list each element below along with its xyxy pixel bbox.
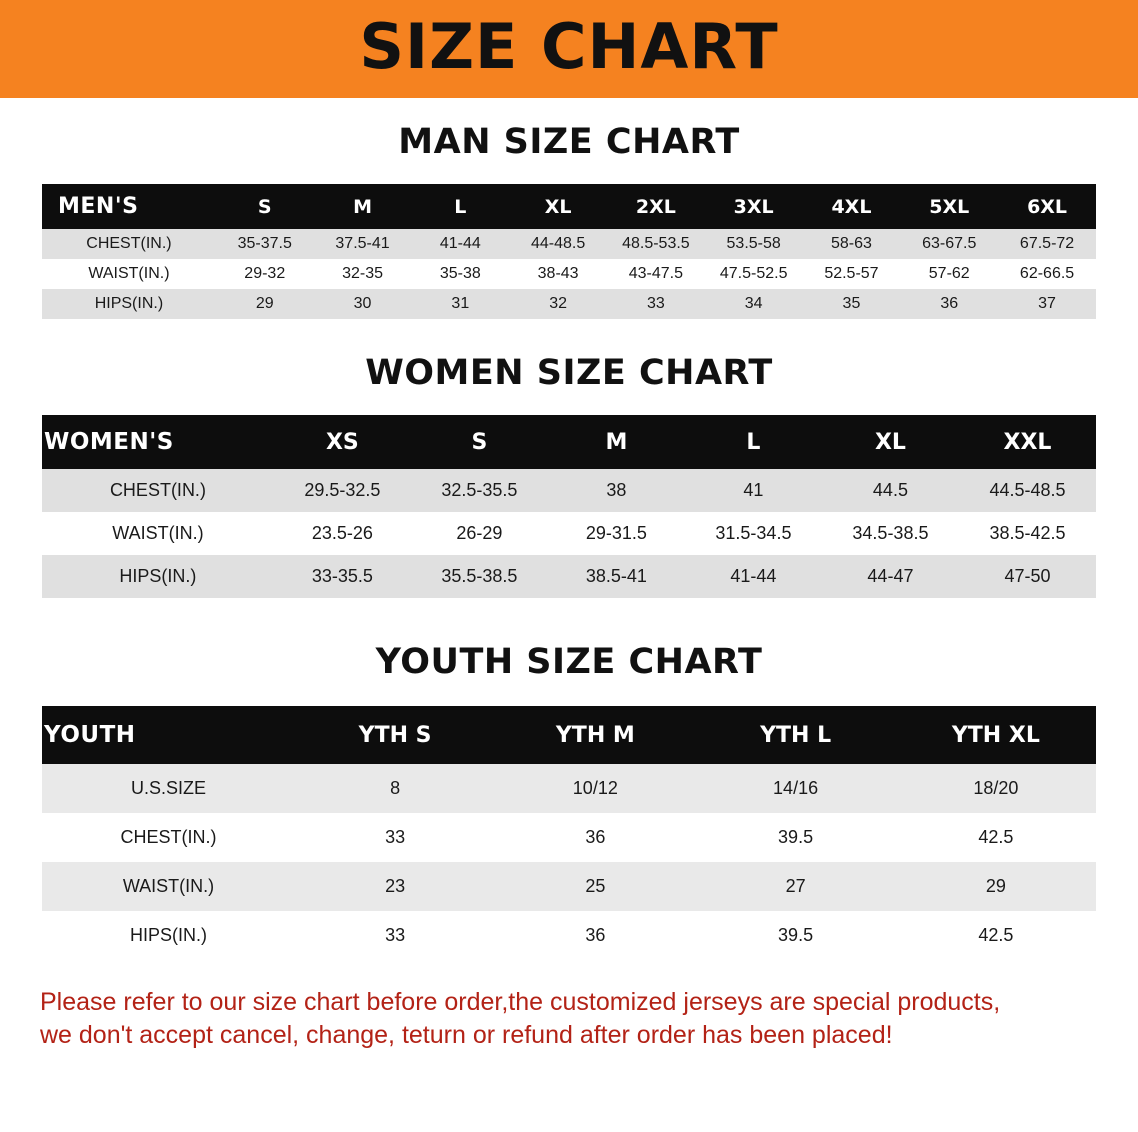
- youth-col-header: YTH L: [760, 722, 832, 748]
- disclaimer-note: [40, 986, 1098, 1052]
- table-row: [42, 229, 1096, 259]
- youth-cell: 29: [896, 862, 1096, 911]
- page-title: SIZE CHART: [359, 10, 779, 83]
- youth-cell: 14/16: [695, 764, 895, 813]
- women-cell: 38: [548, 469, 685, 512]
- man-table-header: [42, 184, 1096, 229]
- youth-row-label: U.S.SIZE: [42, 764, 295, 813]
- man-table-body: [42, 229, 1096, 319]
- youth-cell: 23: [295, 862, 495, 911]
- women-col-header: M: [605, 429, 628, 455]
- table-header-row: [42, 706, 1096, 764]
- youth-cell: 27: [695, 862, 895, 911]
- table-row: [42, 911, 1096, 960]
- youth-col-header: YTH XL: [951, 722, 1040, 748]
- youth-cell: 10/12: [495, 764, 695, 813]
- man-cell: 41-44: [411, 229, 509, 259]
- women-cell: 26-29: [411, 512, 548, 555]
- man-cell: 53.5-58: [705, 229, 803, 259]
- man-cell: 37.5-41: [314, 229, 412, 259]
- youth-cell: 18/20: [896, 764, 1096, 813]
- man-cell: 34: [705, 289, 803, 319]
- youth-row-header-label: YOUTH: [44, 722, 136, 748]
- man-col-header: 4XL: [831, 195, 872, 218]
- youth-cell: 25: [495, 862, 695, 911]
- women-row-label: WAIST(IN.): [42, 512, 274, 555]
- women-col-header: S: [471, 429, 488, 455]
- man-cell: 38-43: [509, 259, 607, 289]
- women-cell: 29.5-32.5: [274, 469, 411, 512]
- man-cell: 35: [803, 289, 901, 319]
- youth-cell: 36: [495, 911, 695, 960]
- man-col-header: 6XL: [1027, 195, 1068, 218]
- man-cell: 36: [900, 289, 998, 319]
- table-row: [42, 259, 1096, 289]
- man-cell: 37: [998, 289, 1096, 319]
- table-header-row: [42, 184, 1096, 229]
- man-cell: 47.5-52.5: [705, 259, 803, 289]
- table-row: [42, 512, 1096, 555]
- women-cell: 32.5-35.5: [411, 469, 548, 512]
- youth-cell: 42.5: [896, 813, 1096, 862]
- man-col-header: L: [454, 195, 467, 218]
- man-row-label: CHEST(IN.): [42, 229, 216, 259]
- youth-size-table-wrapper: [42, 706, 1096, 960]
- man-cell: 31: [411, 289, 509, 319]
- women-col-header: XL: [874, 429, 906, 455]
- man-col-header: M: [353, 195, 372, 218]
- table-row: [42, 289, 1096, 319]
- women-section-title: WOMEN SIZE CHART: [365, 353, 773, 393]
- women-size-table-wrapper: [42, 415, 1096, 598]
- man-cell: 57-62: [900, 259, 998, 289]
- disclaimer-line-2: we don't accept cancel, change, teturn or refund after order has been placed!: [40, 1021, 893, 1049]
- youth-col-header: YTH M: [555, 722, 635, 748]
- man-cell: 35-38: [411, 259, 509, 289]
- women-cell: 29-31.5: [548, 512, 685, 555]
- women-cell: 41-44: [685, 555, 822, 598]
- women-cell: 33-35.5: [274, 555, 411, 598]
- women-row-label: CHEST(IN.): [42, 469, 274, 512]
- youth-cell: 42.5: [896, 911, 1096, 960]
- youth-cell: 33: [295, 813, 495, 862]
- man-cell: 30: [314, 289, 412, 319]
- women-cell: 34.5-38.5: [822, 512, 959, 555]
- table-row: [42, 862, 1096, 911]
- table-row: [42, 813, 1096, 862]
- youth-section-title: YOUTH SIZE CHART: [375, 642, 763, 682]
- youth-col-header: YTH S: [358, 722, 432, 748]
- page-header-banner: [0, 0, 1138, 98]
- table-row: [42, 555, 1096, 598]
- man-cell: 48.5-53.5: [607, 229, 705, 259]
- youth-cell: 8: [295, 764, 495, 813]
- youth-table-body: [42, 764, 1096, 960]
- youth-row-label: HIPS(IN.): [42, 911, 295, 960]
- women-cell: 47-50: [959, 555, 1096, 598]
- women-cell: 44-47: [822, 555, 959, 598]
- table-header-row: [42, 415, 1096, 469]
- women-cell: 38.5-41: [548, 555, 685, 598]
- youth-row-label: CHEST(IN.): [42, 813, 295, 862]
- man-section-title: MAN SIZE CHART: [398, 122, 740, 162]
- women-cell: 44.5-48.5: [959, 469, 1096, 512]
- women-cell: 44.5: [822, 469, 959, 512]
- women-cell: 23.5-26: [274, 512, 411, 555]
- youth-size-table: [42, 706, 1096, 960]
- man-col-header: XL: [544, 195, 572, 218]
- women-cell: 31.5-34.5: [685, 512, 822, 555]
- women-table-body: [42, 469, 1096, 598]
- man-cell: 67.5-72: [998, 229, 1096, 259]
- man-col-header: S: [257, 195, 272, 218]
- man-cell: 29-32: [216, 259, 314, 289]
- man-cell: 62-66.5: [998, 259, 1096, 289]
- women-cell: 38.5-42.5: [959, 512, 1096, 555]
- youth-table-header: [42, 706, 1096, 764]
- women-cell: 35.5-38.5: [411, 555, 548, 598]
- man-col-header: 2XL: [635, 195, 676, 218]
- women-row-label: HIPS(IN.): [42, 555, 274, 598]
- table-row: [42, 469, 1096, 512]
- man-cell: 63-67.5: [900, 229, 998, 259]
- women-cell: 41: [685, 469, 822, 512]
- man-row-label: WAIST(IN.): [42, 259, 216, 289]
- women-col-header: XXL: [1003, 429, 1052, 455]
- man-cell: 33: [607, 289, 705, 319]
- man-cell: 35-37.5: [216, 229, 314, 259]
- man-row-label: HIPS(IN.): [42, 289, 216, 319]
- women-size-table: [42, 415, 1096, 598]
- women-table-header: [42, 415, 1096, 469]
- women-row-header-label: WOMEN'S: [44, 429, 174, 455]
- table-row: [42, 764, 1096, 813]
- man-cell: 44-48.5: [509, 229, 607, 259]
- man-cell: 43-47.5: [607, 259, 705, 289]
- man-col-header: 3XL: [733, 195, 774, 218]
- disclaimer-line-1: Please refer to our size chart before order,the customized jerseys are special products,: [40, 988, 1001, 1016]
- man-row-header-label: MEN'S: [58, 194, 139, 219]
- man-cell: 58-63: [803, 229, 901, 259]
- man-size-table-wrapper: [42, 184, 1096, 319]
- man-cell: 32-35: [314, 259, 412, 289]
- youth-cell: 36: [495, 813, 695, 862]
- man-cell: 32: [509, 289, 607, 319]
- man-size-table: [42, 184, 1096, 319]
- women-col-header: L: [746, 429, 761, 455]
- women-col-header: XS: [325, 429, 359, 455]
- youth-cell: 39.5: [695, 813, 895, 862]
- youth-cell: 39.5: [695, 911, 895, 960]
- youth-cell: 33: [295, 911, 495, 960]
- man-cell: 29: [216, 289, 314, 319]
- man-col-header: 5XL: [929, 195, 970, 218]
- youth-row-label: WAIST(IN.): [42, 862, 295, 911]
- man-cell: 52.5-57: [803, 259, 901, 289]
